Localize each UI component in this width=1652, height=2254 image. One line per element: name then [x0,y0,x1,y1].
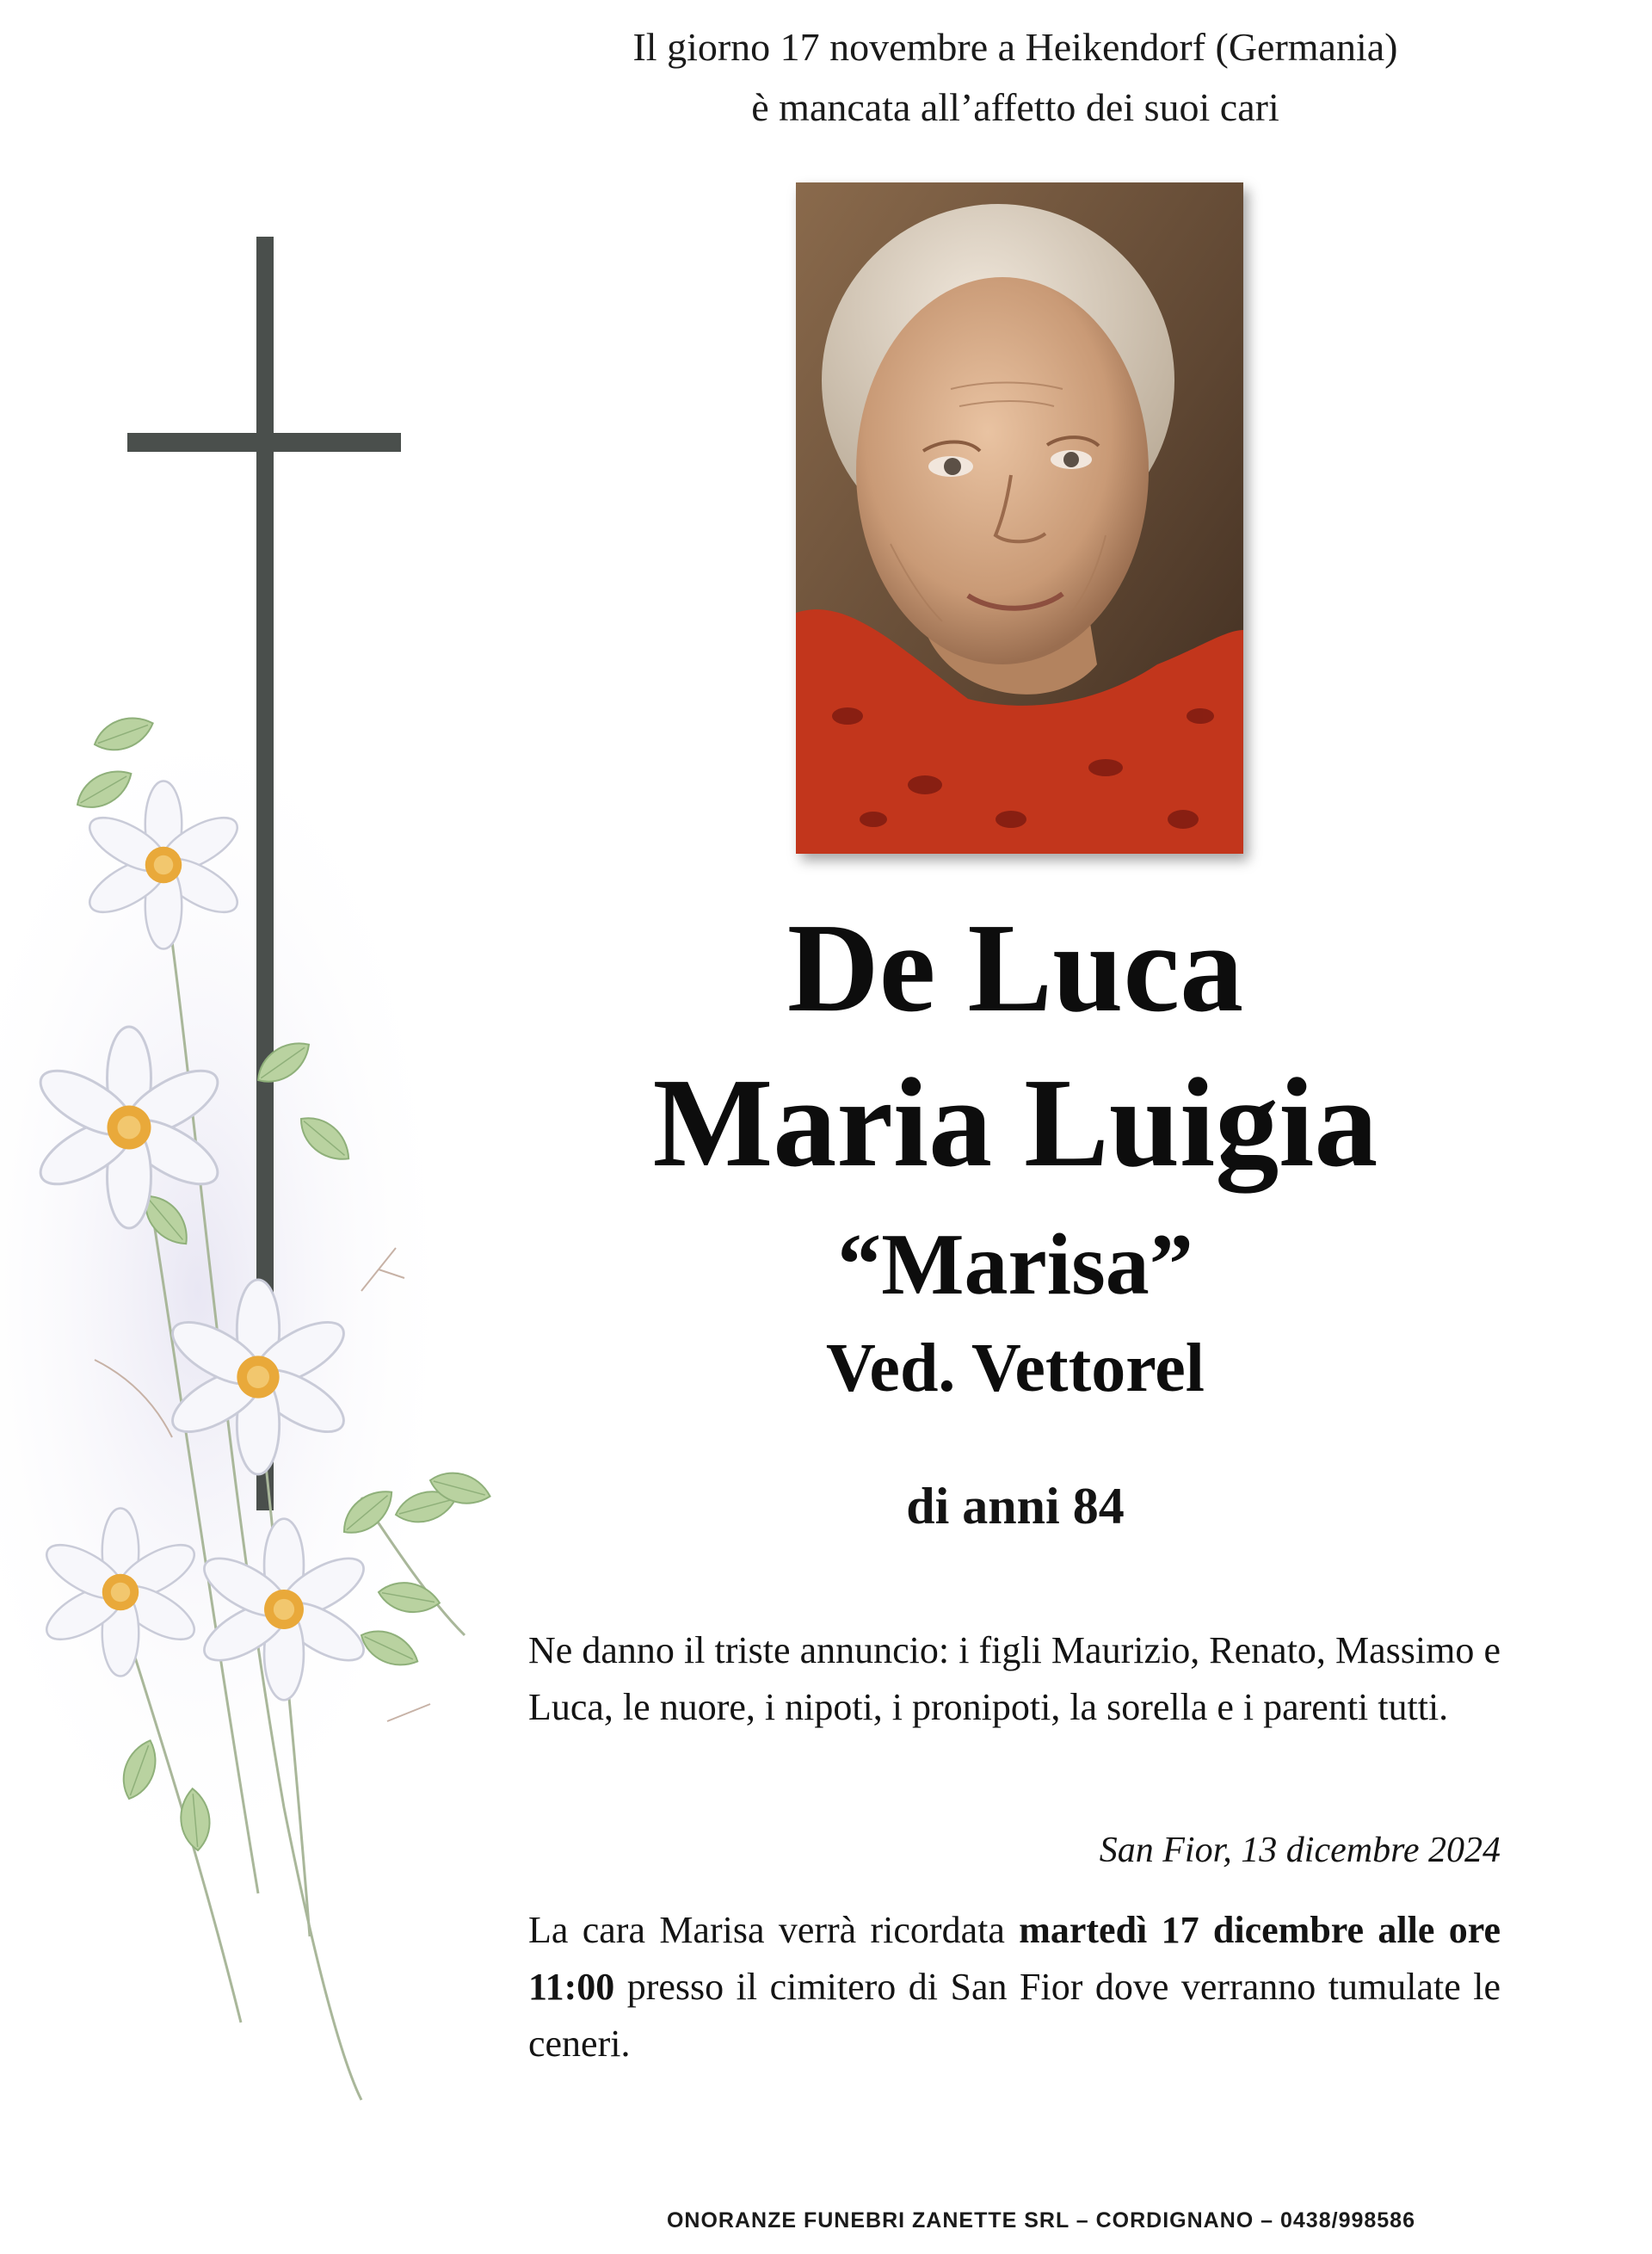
intro-line-2: è mancata all’affetto dei suoi cari [751,85,1279,129]
portrait-photo [796,182,1243,854]
funeral-home-footer: ONORANZE FUNEBRI ZANETTE SRL – CORDIGNANO – 0438/998586 [666,2208,1415,2232]
cross-floral-decoration [0,172,551,2117]
memorial-text-before: La cara Marisa verrà ricordata [528,1909,1020,1951]
deceased-surname: De Luca [786,898,1244,1039]
deceased-given-names: Maria Luigia [652,1053,1378,1194]
memorial-datetime: martedì 17 dicembre alle ore 11:00 [528,1909,1501,2008]
memorial-text [528,1902,1501,2072]
intro-text [516,17,1514,138]
deceased-widow-of: Ved. Vettorel [826,1331,1205,1406]
announcement-text: Ne danno il triste annuncio: i figli Maurizio, Renato, Massimo e Luca, le nuore, i nipoti, i pronipoti, la sorella e i parenti tutti. [528,1629,1501,1728]
memorial-text-after: presso il cimitero di San Fior dove verranno tumulate le ceneri. [528,1966,1501,2065]
cross-horizontal-bar [127,433,401,452]
deceased-age: di anni 84 [906,1478,1125,1535]
intro-line-1: Il giorno 17 novembre a Heikendorf (Germania) [632,25,1398,69]
place-date: San Fior, 13 dicembre 2024 [1099,1831,1501,1870]
deceased-nickname: “Marisa” [837,1216,1193,1313]
